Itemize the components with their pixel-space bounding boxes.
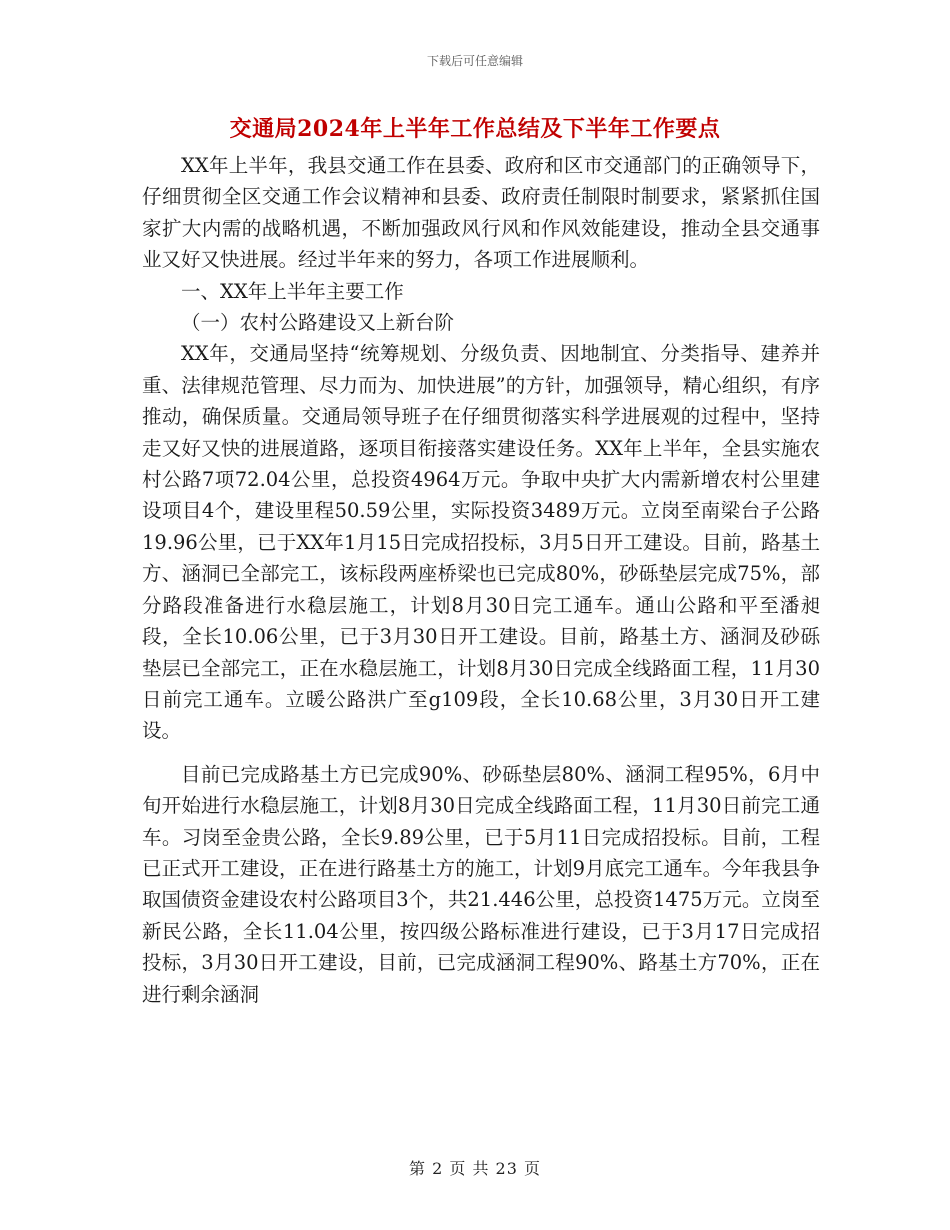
subsection-heading: （一）农村公路建设又上新台阶 (181, 311, 455, 335)
intro-paragraph: XX年上半年，我县交通工作在县委、政府和区市交通部门的正确领导下，仔细贯彻全区交通工作会议精神和县委、政府责任制限时制要求，紧紧抓住国家扩大内需的战略机遇，不断加强政风行风和作风效能建设，推动全县交通事业又好又快进展。经过半年来的努力，各项工作进展顺利。 (142, 154, 820, 272)
section-heading: 一、XX年上半年主要工作 (181, 279, 404, 303)
body-paragraph: 目前已完成路基土方已完成90%、砂砾垫层80%、涵洞工程95%，6月中旬开始进行水稳层施工，计划8月30日完成全线路面工程，11月30日前完工通车。习岗至金贵公路，全长9.89公里，已于5月11日完成招投标。目前，工程已正式开工建设，正在进行路基土方的施工，计划9月底完工通车。今年我县争取国债资金建设农村公路项目3个，共21.446公里，总投资1475万元。立岗至新民公路，全长11.04公里，按四级公路标准进行建设，已于3月17日完成招投标，3月30日开工建设，目前，已完成涵洞工程90%、路基土方70%，正在进行剩余涵洞 (142, 762, 820, 1006)
document-body (142, 150, 820, 1010)
document-title: 交通局2024年上半年工作总结及下半年工作要点 (229, 116, 721, 142)
header-note: 下载后可任意编辑 (426, 54, 523, 68)
body-paragraph: XX年，交通局坚持“统筹规划、分级负责、因地制宜、分类指导、建养并重、法律规范管理、尽力而为、加快进展”的方针，加强领导，精心组织，有序推动，确保质量。交通局领导班子在仔细贯彻落实科学进展观的过程中，坚持走又好又快的进展道路，逐项目衔接落实建设任务。XX年上半年，全县实施农村公路7项72.04公里，总投资4964万元。争取中央扩大内需新增农村公里建设项目4个，建设里程50.59公里，实际投资3489万元。立岗至南梁台子公路19.96公里，已于XX年1月15日完成招投标，3月5日开工建设。目前，路基土方、涵洞已全部完工，该标段两座桥梁也已完成80%，砂砾垫层完成75%，部分路段准备进行水稳层施工，计划8月30日完工通车。通山公路和平至潘昶段，全长10.06公里，已于3月30日开工建设。目前，路基土方、涵洞及砂砾垫层已全部完工，正在水稳层施工，计划8月30日完成全线路面工程，11月30日前完工通车。立暖公路洪广至g109段，全长10.68公里，3月30日开工建设。 (142, 342, 820, 743)
page-number: 第 2 页 共 23 页 (409, 1159, 541, 1178)
